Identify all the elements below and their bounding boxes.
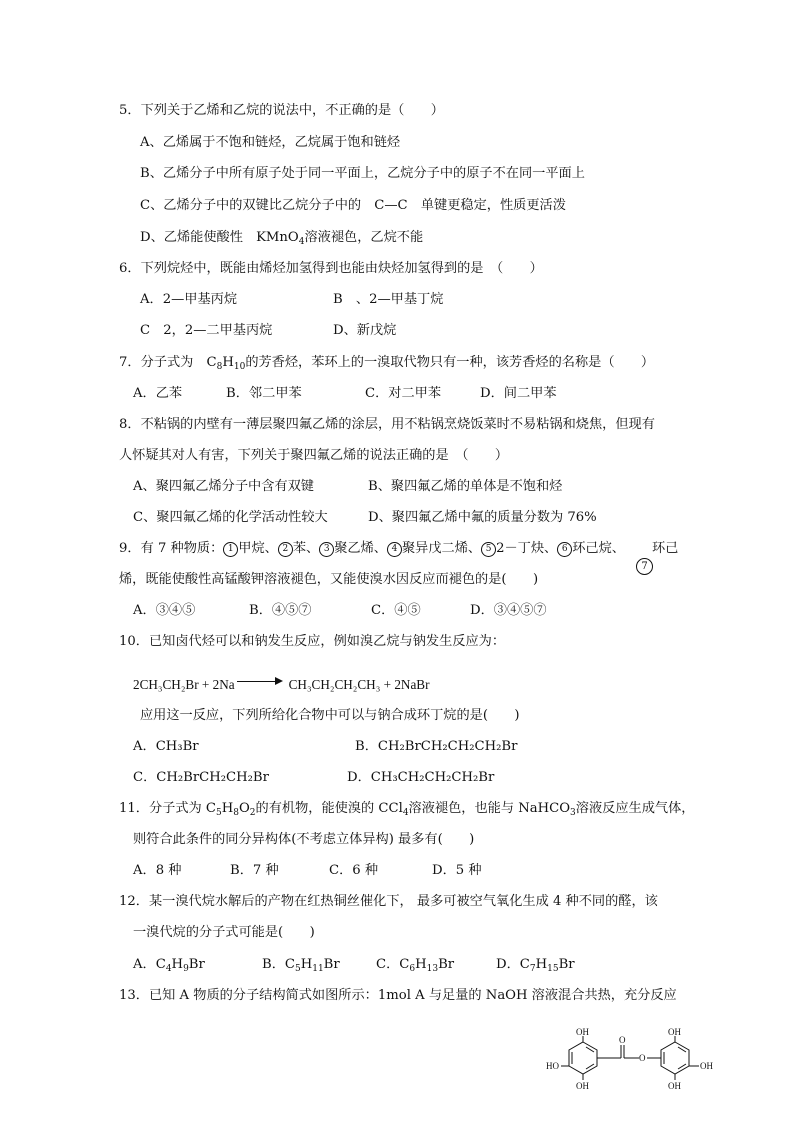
q11-stem-line2: 则符合此条件的同分异构体(不考虑立体异构) 最多有( ) [133,832,475,847]
q8-option-c: C、聚四氟乙烯的化学活动性较大 [133,510,328,525]
q6-option-b: B 、2—甲基丁烷 [333,292,444,307]
q9-stem-line1: 9．有 7 种物质： 1 甲烷、 2 苯、 3 聚乙烯、 4 聚异戊二烯、 5 2－丁炔、 6 环己烷、 [119,541,625,556]
q11-option-d: D．5 种 [432,863,482,878]
q10-equation: 2CH₃CH₂Br + 2Na CH₃CH₂CH₂CH₃ + 2NaBr [133,677,430,692]
q6-option-c: C 2，2—二甲基丙烷 [140,323,273,338]
structure-oh-right: OH [700,1061,713,1071]
q13-stem: 13．已知 A 物质的分子结构简式如图所示：1mol A 与足量的 NaOH 溶液混合共热，充分反应 [119,988,677,1003]
q9-option-c: C．④⑤ [371,603,421,618]
structure-oh-bottom-right: OH [668,1081,681,1091]
q8-option-b: B、聚四氟乙烯的单体是不饱和烃 [368,479,563,494]
structure-oh-top-left: OH [576,1028,589,1037]
q6-stem: 6．下列烷烃中，既能由烯烃加氢得到也能由炔烃加氢得到的是 （ ） [119,261,543,276]
q9-option-d: D．③④⑤⑦ [470,603,547,618]
q8-stem-line1: 8．不粘锅的内壁有一薄层聚四氟乙烯的涂层，用不粘锅烹烧饭菜时不易粘锅和烧焦，但现有 [119,417,655,432]
q11-option-b: B．7 种 [230,863,279,878]
q7-option-b: B．邻二甲苯 [226,386,302,401]
q11-option-c: C．6 种 [329,863,379,878]
q12-option-c: C．$C_6H_{13}Br$ [376,957,455,974]
reaction-arrow-icon [237,677,283,687]
left-benzene-ring [569,1042,597,1074]
q7-stem: 7．分子式为 $C_8H_{10}$的芳香烃，苯环上的一溴取代物只有一种，该芳香烃的名称是（ ） [119,355,655,372]
q8-stem-line2: 人怀疑其对人有害，下列关于聚四氟乙烯的说法正确的是 （ ） [119,448,509,463]
q8-option-d: D、聚四氟乙烯中氟的质量分数为 76% [368,510,597,525]
q12-option-d: D．$C_7H_{15}Br$ [496,957,575,974]
q10-option-a: A．CH₃Br [133,739,199,754]
q11-stem-line1: 11．分子式为 $C_5H_8O_2$的有机物，能使溴的 CCl$_4$溶液褪色，也能与 NaHCO$_3$溶液反应生成气体， [119,801,695,818]
q5-option-d: D、乙烯能使酸性 KMnO$_4$溶液褪色，乙烷不能 [140,230,424,247]
structure-oh-top-right: OH [668,1028,681,1037]
structure-ester-o: O [639,1053,646,1063]
q10-option-d: D．CH₃CH₂CH₂CH₂Br [347,770,495,785]
circled-seven-marker: 7 [636,558,653,575]
q12-option-b: B．$C_5H_{11}Br$ [262,957,340,974]
q9-option-a: A．③④⑤ [133,603,196,618]
q12-option-a: A．$C_4H_9Br$ [133,957,205,974]
structure-oh-bottom-left: OH [576,1081,589,1091]
q5-option-c: C、乙烯分子中的双键比乙烷分子中的 C—C 单键更稳定，性质更活泼 [140,198,566,213]
q11-option-a: A．8 种 [133,863,182,878]
q7-option-c: C．对二甲苯 [365,386,442,401]
q8-option-a: A、聚四氟乙烯分子中含有双键 [133,479,314,494]
q5-stem: 5．下列关于乙烯和乙烷的说法中，不正确的是（ ） [119,103,444,118]
q9-option-b: B．④⑤⑦ [249,603,312,618]
q10-option-b: B．CH₂BrCH₂CH₂CH₂Br [355,739,518,754]
q5-option-a: A、乙烯属于不饱和链烃，乙烷属于饱和链烃 [140,135,401,150]
q10-option-c: C．CH₂BrCH₂CH₂Br [133,770,269,785]
molecular-structure-figure [543,1028,728,1108]
q7-option-a: A．乙苯 [133,386,183,401]
q6-option-a: A．2—甲基丙烷 [140,292,238,307]
q12-stem-line1: 12．某一溴代烷水解后的产物在红热铜丝催化下， 最多可被空气氧化生成 4 种不同的醛，该 [119,894,658,909]
q6-option-d: D、新戊烷 [333,323,397,338]
q9-stem-line1-end: 环己 [652,541,679,556]
q10-stem: 10．已知卤代烃可以和钠发生反应，例如溴乙烷与钠发生反应为： [119,634,506,649]
q10-stem-line2: 应用这一反应，下列所给化合物中可以与钠合成环丁烷的是( ) [140,708,520,723]
q7-option-d: D．间二甲苯 [480,386,557,401]
q12-stem-line2: 一溴代烷的分子式可能是( ) [133,925,315,940]
q5-option-b: B、乙烯分子中所有原子处于同一平面上，乙烷分子中的原子不在同一平面上 [140,166,585,181]
structure-carbonyl-o: O [619,1035,626,1045]
right-benzene-ring [661,1042,689,1074]
structure-ho-left: HO [546,1061,559,1071]
q9-stem-line2: 烯，既能使酸性高锰酸钾溶液褪色，又能使溴水因反应而褪色的是( ) [119,572,539,587]
